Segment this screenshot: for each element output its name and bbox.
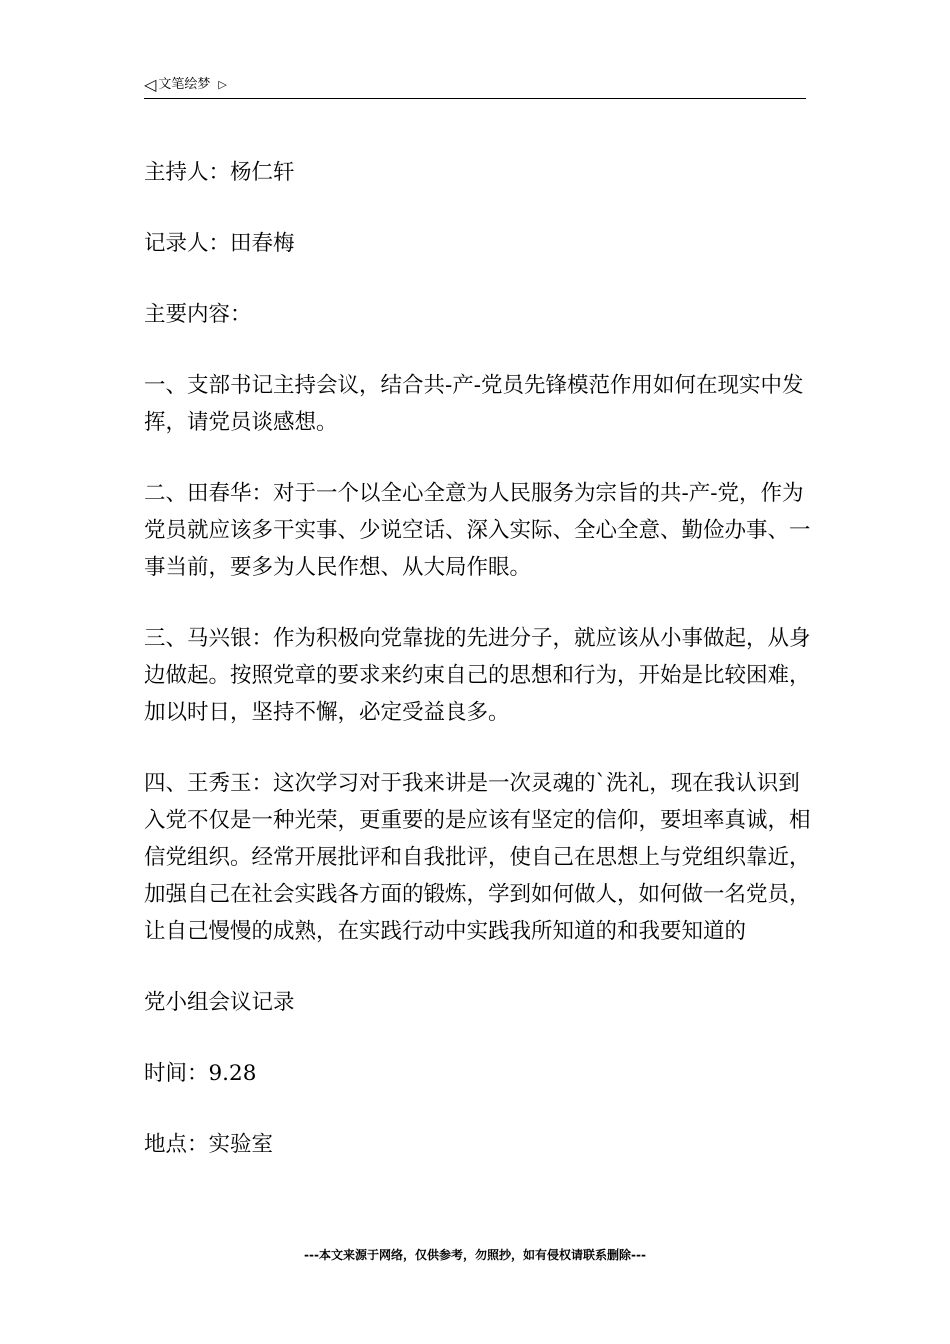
triangle-right-icon: ▷ [218,78,227,91]
triangle-left-icon: ◁ [144,75,157,94]
paragraph-item-1: 一、支部书记主持会议，结合共-产-党员先锋模范作用如何在现实中发挥，请党员谈感想。 [144,373,804,435]
host-line: 主持人：杨仁轩 [144,160,295,185]
location-line: 地点：实验室 [144,1132,274,1157]
main-content-heading: 主要内容： [144,302,252,327]
header-brand: 文笔绘梦 [158,77,211,92]
recorder-line: 记录人：田春梅 [144,231,295,256]
section-title: 党小组会议记录 [144,990,295,1015]
paragraph-item-3: 三、马兴银：作为积极向党靠拢的先进分子，就应该从小事做起，从身边做起。按照党章的要求来约束自己的思想和行为，开始是比较困难，加以时日，坚持不懈，必定受益良多。 [144,626,811,725]
paragraph-item-4: 四、王秀玉：这次学习对于我来讲是一次灵魂的`洗礼，现在我认识到入党不仅是一种光荣，更重要的是应该有坚定的信仰，要坦率真诚，相信党组织。经常开展批评和自我批评，使自己在思想上与党组织靠近，加强自己在社会实践各方面的锻炼，学到如何做人，如何做一名党员，让自己慢慢的成熟，在实践行动中实践我所知道的和我要知道的 [144,771,811,944]
footer-notice: ---本文来源于网络，仅供参考，勿照抄，如有侵权请联系删除--- [304,1248,646,1262]
time-line: 时间：9.28 [144,1061,257,1086]
page-header [144,74,806,99]
paragraph-item-2: 二、田春华：对于一个以全心全意为人民服务为宗旨的共-产-党，作为党员就应该多干实事、少说空话、深入实际、全心全意、勤俭办事、一事当前，要多为人民作想、从大局作眼。 [144,481,811,580]
document-body [144,154,816,1197]
